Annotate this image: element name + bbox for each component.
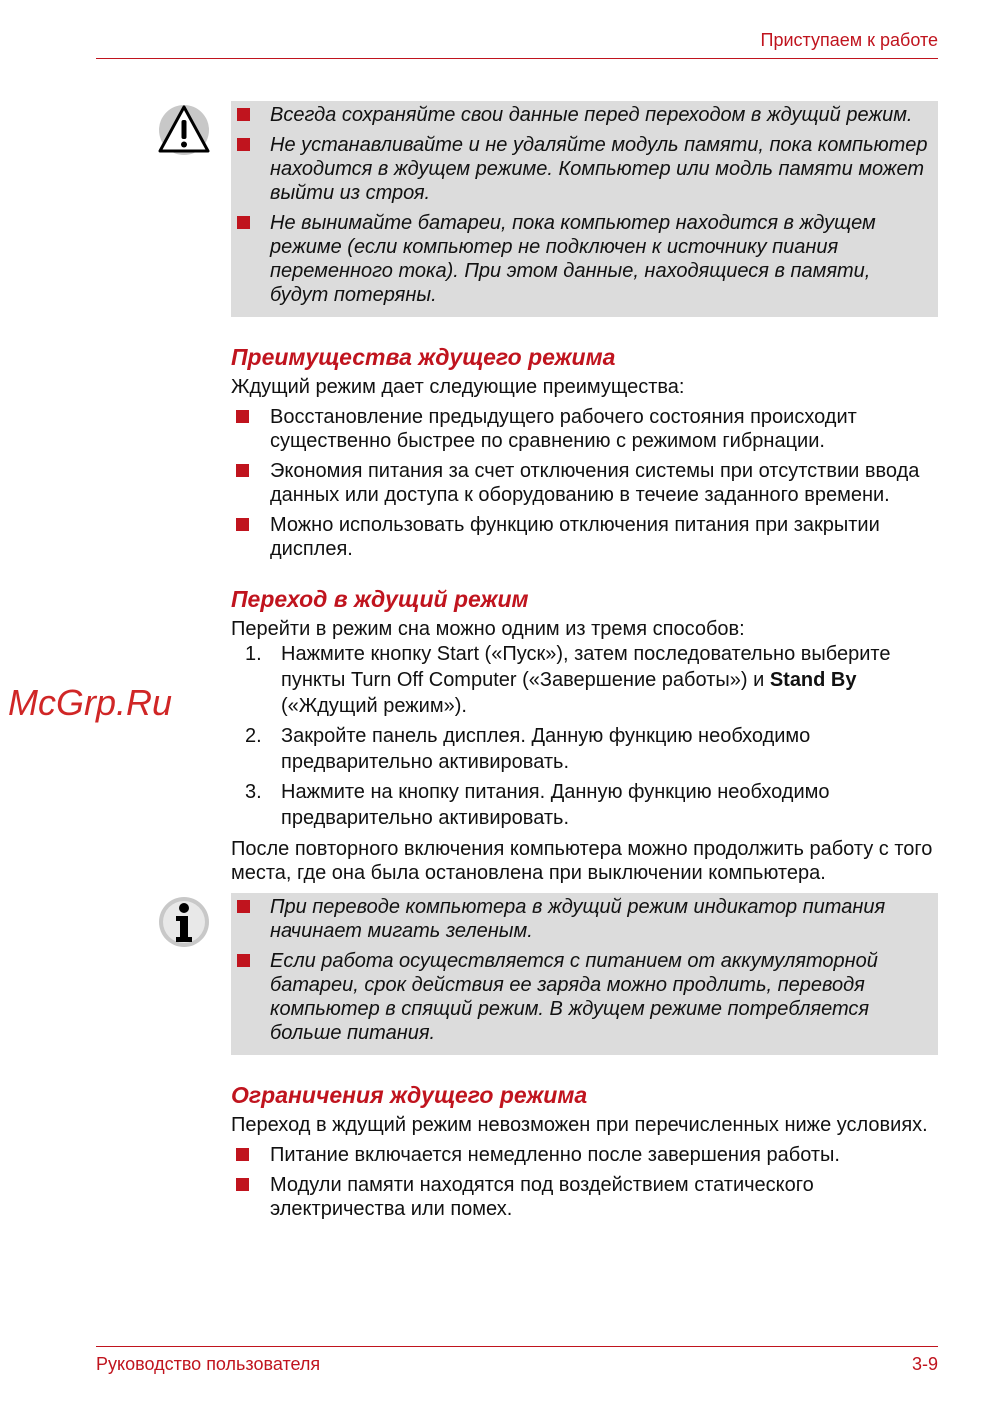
page-content xyxy=(231,101,938,1227)
step-item: 1. Нажмите кнопку Start («Пуск»), затем последовательно выберите пункты Turn Off Computer («Завершение работы») и Stand By («Ждущий режим»). xyxy=(245,643,891,717)
bullet-icon xyxy=(237,900,250,913)
warning-triangle-icon xyxy=(157,103,211,157)
info-icon xyxy=(157,895,211,949)
section-transition xyxy=(231,585,938,885)
section-advantages xyxy=(231,343,938,561)
section-heading: Переход в ждущий режим xyxy=(231,586,529,612)
list-item: Восстановление предыдущего рабочего состояния происходит существенно быстрее по сравнению с режимом гибрнации. xyxy=(231,405,938,453)
footer-title: Руководство пользователя xyxy=(96,1354,321,1374)
bullet-icon xyxy=(236,410,249,423)
info-item: Если работа осуществляется с питанием от аккумуляторной батареи, срок действия ее заряда можно продлить, переводя компьютер в спящий режим. В ждущем режиме потребляется больше питания. xyxy=(231,949,934,1045)
list-item: Можно использовать функцию отключения питания при закрытии дисплея. xyxy=(231,513,938,561)
bullet-icon xyxy=(237,216,250,229)
bullet-icon xyxy=(237,138,250,151)
warning-note xyxy=(231,101,938,317)
bullet-icon xyxy=(236,1178,249,1191)
paragraph: Ждущий режим дает следующие преимущества: xyxy=(231,376,685,398)
warning-item: Не устанавливайте и не удаляйте модуль памяти, пока компьютер находится в ждущем режиме. Компьютер или модль памяти может выйти из строя. xyxy=(231,133,934,205)
bullet-icon xyxy=(236,1148,249,1161)
running-header: Приступаем к работе xyxy=(760,30,938,50)
warning-item: Не вынимайте батареи, пока компьютер находится в ждущем режиме (если компьютер не подключен к источнику пиания переменного тока). При этом данные, находящиеся в памяти, будут потеряны. xyxy=(231,211,934,307)
paragraph: После повторного включения компьютера можно продолжить работу с того места, где она была остановлена при выключении компьютера. xyxy=(231,838,933,884)
step-item: 2. Закройте панель дисплея. Данную функцию необходимо предварительно активировать. xyxy=(245,725,811,773)
info-note xyxy=(231,893,938,1055)
section-heading: Преимущества ждущего режима xyxy=(231,344,616,370)
list-item: Питание включается немедленно после завершения работы. xyxy=(231,1143,938,1167)
page-number: 3-9 xyxy=(911,1354,938,1374)
step-item: 3. Нажмите на кнопку питания. Данную функцию необходимо предварительно активировать. xyxy=(245,781,830,829)
section-heading: Ограничения ждущего режима xyxy=(231,1082,588,1108)
info-item: При переводе компьютера в ждущий режим индикатор питания начинает мигать зеленым. xyxy=(231,895,934,943)
bullet-icon xyxy=(236,518,249,531)
footer-rule xyxy=(96,1346,938,1347)
list-item: Экономия питания за счет отключения системы при отсутствии ввода данных или доступа к оборудованию в течеие заданного времени. xyxy=(231,459,938,507)
bullet-icon xyxy=(237,108,250,121)
bullet-icon xyxy=(236,464,249,477)
paragraph: Перейти в режим сна можно одним из тремя способов: xyxy=(231,618,745,640)
warning-item: Всегда сохраняйте свои данные перед переходом в ждущий режим. xyxy=(231,103,934,127)
watermark: McGrp.Ru xyxy=(8,682,173,723)
section-limits xyxy=(231,1081,938,1221)
list-item: Модули памяти находятся под воздействием статического электричества или помех. xyxy=(231,1173,938,1221)
header-rule xyxy=(96,58,938,59)
paragraph: Переход в ждущий режим невозможен при перечисленных ниже условиях. xyxy=(231,1114,928,1136)
bullet-icon xyxy=(237,954,250,967)
